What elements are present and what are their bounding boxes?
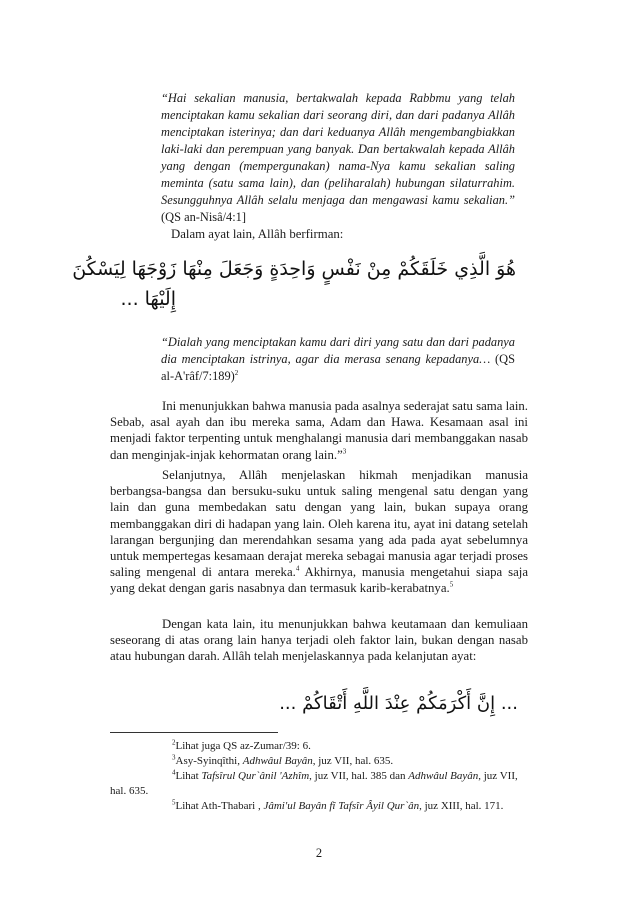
footnote-number: 5	[172, 798, 176, 807]
quote-al-araf-text: “Dialah yang menciptakan kamu dari diri yang satu dan dari padanya dia menciptakan istrinya, agar dia merasa senang kepadanya…	[161, 335, 515, 366]
paragraph-2	[110, 467, 528, 597]
footnote-number: 4	[172, 768, 176, 777]
footnote-text: Lihat	[175, 770, 202, 782]
footnote-4	[110, 769, 528, 799]
quote-an-nisa-ref: (QS an-Nisâ/4:1]	[161, 210, 246, 224]
footnote-book-title: Adhwâul Bayân	[242, 755, 313, 767]
arabic-verse-line-1: هُوَ الَّذِي خَلَقَكُمْ مِنْ نَفْسٍ وَاحِدَةٍ وَجَعَلَ مِنْهَا زَوْجَهَا لِيَسْكُنَ	[72, 258, 516, 280]
footnote-5	[110, 799, 528, 814]
footnote-text: Lihat juga QS az-Zumar/39: 6.	[175, 740, 311, 752]
arabic-verse-al-araf	[72, 254, 516, 314]
footnotes	[110, 739, 528, 814]
paragraph-2-text-b: Akhirnya, manusia mengetahui siapa saja yang dekat dengan garis nasabnya dan termasuk karib-kerabatnya.	[110, 565, 528, 596]
quote-an-nisa-text: “Hai sekalian manusia, bertakwalah kepada Rabbmu yang telah menciptakan kamu sekalian dari seorang diri, dan dari padanya Allâh menciptakan isterinya; dan dari keduanya Allâh mengembangbiakkan laki-laki dan perempuan yang banyak. Dan bertakwalah kepada Allâh yang dengan (mempergunakan) nama-Nya kamu sekalian saling meminta (satu sama lain), dan (peliharalah) hubungan silaturrahim. Sesungguhnya Allâh selalu menjaga dan mengawasi kamu sekalian.”	[161, 91, 515, 207]
footnote-text: Asy-Syinqîthi,	[175, 755, 243, 767]
quote-al-araf	[161, 334, 515, 385]
footnote-ref-3: 3	[342, 447, 347, 456]
footnote-text: , juz XIII, hal. 171.	[419, 800, 504, 812]
footnote-ref-4: 4	[295, 564, 300, 573]
footnote-number: 2	[172, 738, 176, 747]
arabic-verse-al-hujurat: ... إِنَّ أَكْرَمَكُمْ عِنْدَ اللَّهِ أَتْقَاكُمْ ...	[279, 693, 518, 714]
quote-an-nisa	[161, 90, 515, 226]
paragraph-1-text: Ini menunjukkan bahwa manusia pada asalnya sederajat satu sama lain. Sebab, asal ayah dan ibu mereka sama, Adam dan Hawa. Kesamaan asal ini menjadi faktor terpenting untuk menghalangi manusia dari membanggakan nasab dan menginjak-injak kehormatan orang lain.”	[110, 399, 529, 462]
footnote-divider	[110, 732, 278, 733]
arabic-verse-line-2: إِلَيْهَا ...	[120, 288, 176, 310]
footnote-text: , juz VII, hal. 635.	[110, 770, 518, 797]
footnote-text: , juz VII, hal. 385 dan	[309, 770, 409, 782]
quote-al-araf-ref: (QS al-A'râf/7:189)	[161, 352, 515, 383]
footnote-book-title: Jâmi'ul Bayân fî Tafsîr Âyil Qur`ân	[263, 800, 420, 812]
footnote-3	[110, 754, 528, 769]
footnote-ref-5: 5	[449, 581, 454, 590]
footnote-book-title: Adhwâul Bayân	[408, 770, 479, 782]
footnote-text: , juz VII, hal. 635.	[312, 755, 394, 767]
paragraph-1	[110, 398, 528, 463]
paragraph-2-text-a: Selanjutnya, Allâh menjelaskan hikmah menjadikan manusia berbangsa-bangsa dan bersuku-suku untuk saling mengenal satu dengan yang lain dan guna membedakan satu dengan yang lain, bukan supaya orang membanggakan diri di hadapan yang lain. Oleh karena itu, ayat ini datang setelah larangan bergunjing dan merendahkan sesama yang ada pada ayat sebelumnya untuk mempertegas kesamaan derajat mereka sebagai manusia agar terjadi proses saling mengenal di antara mereka.	[110, 468, 528, 580]
page-number: 2	[315, 846, 323, 860]
footnote-text: Lihat Ath-Thabari ,	[175, 800, 264, 812]
footnote-2	[110, 739, 528, 754]
footnote-ref-2: 2	[234, 368, 239, 377]
intro-line: Dalam ayat lain, Allâh berfirman:	[171, 227, 344, 241]
footnote-number: 3	[172, 753, 176, 762]
paragraph-3: Dengan kata lain, itu menunjukkan bahwa keutamaan dan kemuliaan seseorang di atas orang lain hanya terjadi oleh faktor lain, bukan dengan nasab atau hubungan darah. Allâh telah menjelaskannya pada kelanjutan ayat:	[110, 617, 528, 664]
footnote-book-title: Tafsîrul Qur`ânil 'Azhîm	[201, 770, 310, 782]
